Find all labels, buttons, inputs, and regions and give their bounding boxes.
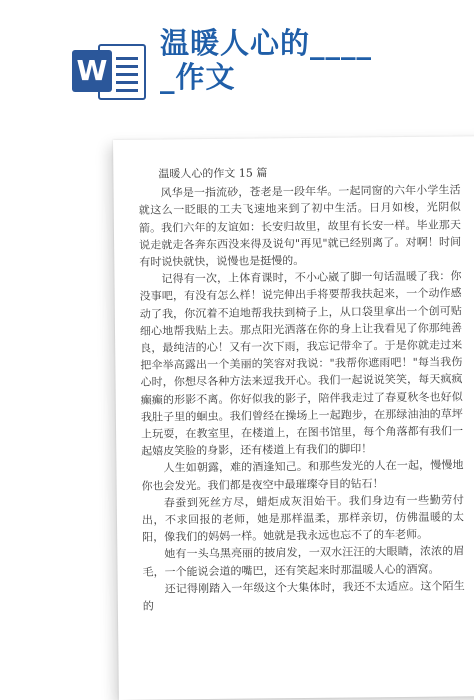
paragraph: 她有一头乌黑亮丽的披肩发，一双水汪汪的大眼睛，浓浓的眉毛，一个能说会道的嘴巴，还有笑起来时那温暖人心的酒窝。: [142, 544, 465, 579]
page-title: [160, 26, 372, 94]
title-line-2: _作文: [160, 60, 236, 94]
paragraph: 春蚕到死丝方尽，蜡炬成灰泪始干。我们身边有一些勤劳付出，不求回报的老师，她是那样温柔，那样亲切，仿佛温暖的太阳，像我们的妈妈一样。她就是我永远也忘不了的车老师。: [141, 493, 465, 544]
document-paper: [113, 136, 474, 700]
document-heading: 温暖人心的作文 15 篇: [158, 166, 268, 181]
paragraph: 记得有一次，上体育课时，不小心崴了脚一句话温暖了我：你没事吧，有没有怎么样！说完伸出手将要帮我扶起来，一个动作感动了我，你沉着不迫地帮我扶到椅子上，从口袋里拿出一个创可贴细心地帮我贴上去。那点阳光洒落在你的身上让我看见了你那纯善良，最纯洁的心！又有一次下雨，我忘记带伞了。于是你就走过来把伞举高露出一个美丽的笑容对我说："我帮你遮雨吧！"每当我伤心时，你想尽各种方法来逗我开心。我们一起说说笑笑，每天疯疯癫癫的形影不离。你好似我的影子，陪伴我走过了春夏秋冬也好似我肚子里的蛔虫。我们曾经在操场上一起跑步，在那绿油油的草坪上玩耍，在教室里，在楼道上，在图书馆里，每个角落都有我们一起嬉皮笑脸的身影，还有楼道上有我们的脚印！: [139, 269, 464, 458]
word-logo-badge: W: [72, 50, 112, 92]
paragraph: 还记得刚踏入一年级这个大集体时，我还不太适应。这个陌生的: [142, 579, 465, 613]
title-line-1: 温暖人心的____: [160, 26, 373, 60]
word-document-icon: [72, 42, 148, 102]
header-banner: [0, 0, 474, 135]
paragraph: 风华是一指流砂，苍老是一段年华。一起同窗的六年小学生活就这么一眨眼的工夫飞速地来到了初中生活。日月如梭，光阴似箭。我们六年的友谊如：长安归故里，故里有长安一样。毕业那天说走就走各奔东西没来得及说句"再见"就已经别离了。对啊！时间有时说快就快，说慢也是挺慢的。: [138, 183, 462, 269]
document-body: [138, 162, 465, 615]
paragraph: 人生如朝露，难的酒逢知己。和那些发光的人在一起，慢慢地你也会发光。我们都是夜空中最璀璨夺目的钻石！: [141, 458, 464, 493]
